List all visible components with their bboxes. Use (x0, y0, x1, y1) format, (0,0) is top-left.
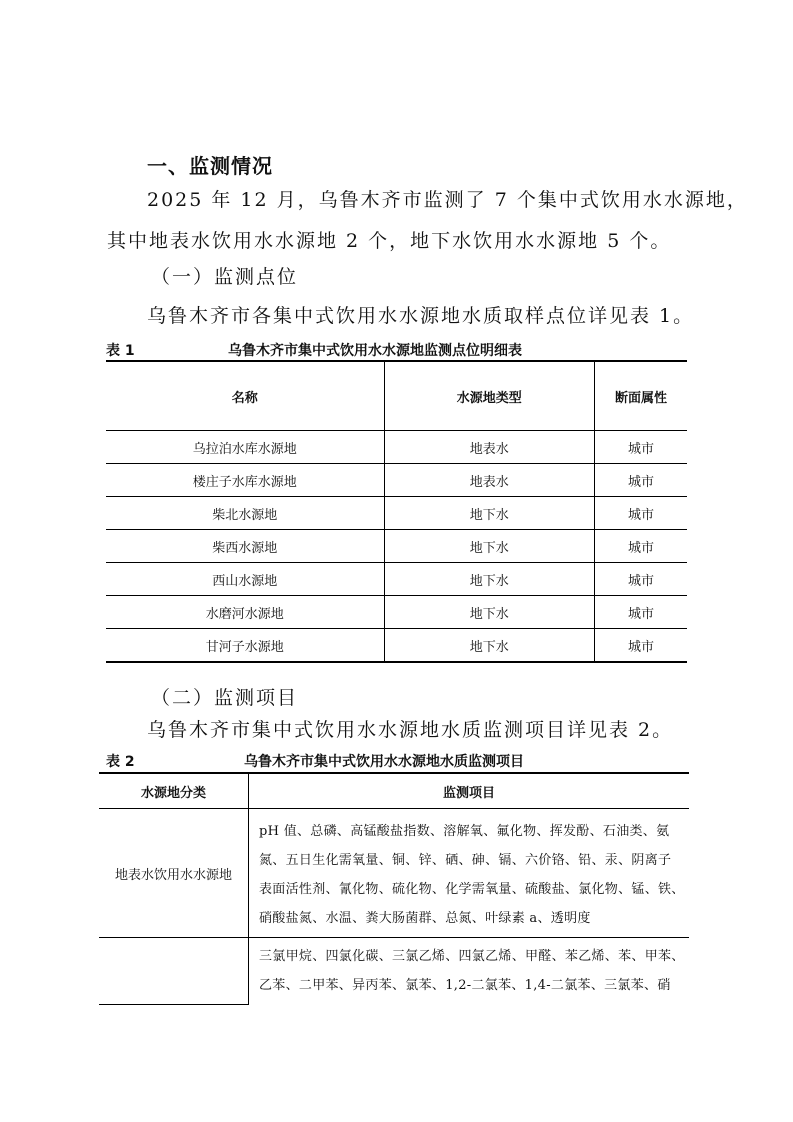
intro-paragraph-line1: 2025 年 12 月，乌鲁木齐市监测了 7 个集中式饮用水水源地， (147, 189, 748, 211)
cell-attr: 城市 (628, 639, 655, 655)
cell-name: 西山水源地 (106, 563, 384, 596)
items-line: 三氯甲烷、四氯化碳、三氯乙烯、四氯乙烯、甲醛、苯乙烯、苯、甲苯、 (259, 949, 685, 964)
cell-attr: 城市 (595, 497, 687, 530)
intro-paragraph-line2: 其中地表水饮用水水源地 2 个，地下水饮用水水源地 5 个。 (107, 230, 672, 252)
cell-type: 地表水 (384, 431, 595, 464)
table-row (106, 497, 687, 530)
items-line: 氮、五日生化需氧量、铜、锌、硒、砷、镉、六价铬、铅、汞、阴离子 (259, 853, 672, 868)
monitoring-items-table (99, 772, 689, 1005)
subsection-heading-points: （一）监测点位 (151, 266, 299, 288)
items-line: pH 值、总磷、高锰酸盐指数、溶解氧、氟化物、挥发酚、石油类、氨 (259, 824, 670, 839)
cell-items (249, 809, 690, 938)
monitoring-points-table (106, 360, 687, 663)
header-source-type: 水源地类型 (384, 361, 595, 431)
cell-attr: 城市 (595, 563, 687, 596)
cell-attr: 城市 (595, 431, 687, 464)
table2-title: 乌鲁木齐市集中式饮用水水源地水质监测项目 (244, 754, 524, 770)
items-line: 表面活性剂、氰化物、硫化物、化学需氧量、硫酸盐、氯化物、锰、铁、 (259, 882, 685, 897)
cell-category: 地表水饮用水水源地 (99, 809, 249, 938)
table-row (106, 464, 687, 497)
table1-label: 表 1 (106, 343, 135, 359)
cell-type: 地下水 (384, 530, 595, 563)
header-name: 名称 (106, 361, 384, 431)
table-row (106, 563, 687, 596)
header-category: 水源地分类 (99, 773, 249, 809)
table-row (106, 530, 687, 563)
cell-attr: 城市 (595, 530, 687, 563)
table-row (106, 431, 687, 464)
items-line: 乙苯、二甲苯、异丙苯、氯苯、1,2-二氯苯、1,4-二氯苯、三氯苯、硝 (259, 978, 671, 993)
subsection-heading-items: （二）监测项目 (151, 687, 299, 709)
table-header-row (106, 361, 687, 431)
table-row (99, 809, 689, 938)
header-section-attr: 断面属性 (595, 361, 687, 431)
items-line: 硝酸盐氮、水温、粪大肠菌群、总氮、叶绿素 a、透明度 (259, 911, 591, 926)
cell-name: 水磨河水源地 (106, 596, 384, 629)
table-row (99, 938, 689, 1005)
cell-name: 楼庄子水库水源地 (106, 464, 384, 497)
cell-attr: 城市 (595, 464, 687, 497)
cell-name: 柴北水源地 (106, 497, 384, 530)
table-row (106, 596, 687, 629)
cell-type: 地表水 (384, 464, 595, 497)
header-items: 监测项目 (249, 773, 690, 809)
cell-type: 地下水 (384, 629, 595, 663)
section-heading: 一、监测情况 (147, 154, 273, 178)
subsection-items-text: 乌鲁木齐市集中式饮用水水源地水质监测项目详见表 2。 (147, 719, 674, 741)
cell-type: 地下水 (384, 497, 595, 530)
cell-name: 乌拉泊水库水源地 (106, 431, 384, 464)
cell-attr: 城市 (595, 596, 687, 629)
subsection-points-text: 乌鲁木齐市各集中式饮用水水源地水质取样点位详见表 1。 (147, 305, 695, 327)
table-row (106, 629, 687, 663)
cell-name: 甘河子水源地 (205, 639, 284, 655)
cell-name: 柴西水源地 (106, 530, 384, 563)
cell-category-continued (99, 938, 249, 1005)
cell-type: 地下水 (384, 596, 595, 629)
cell-type: 地下水 (384, 563, 595, 596)
table2-label: 表 2 (106, 754, 135, 770)
table-header-row (99, 773, 689, 809)
table1-title: 乌鲁木齐市集中式饮用水水源地监测点位明细表 (228, 343, 522, 359)
cell-items (249, 938, 690, 1005)
